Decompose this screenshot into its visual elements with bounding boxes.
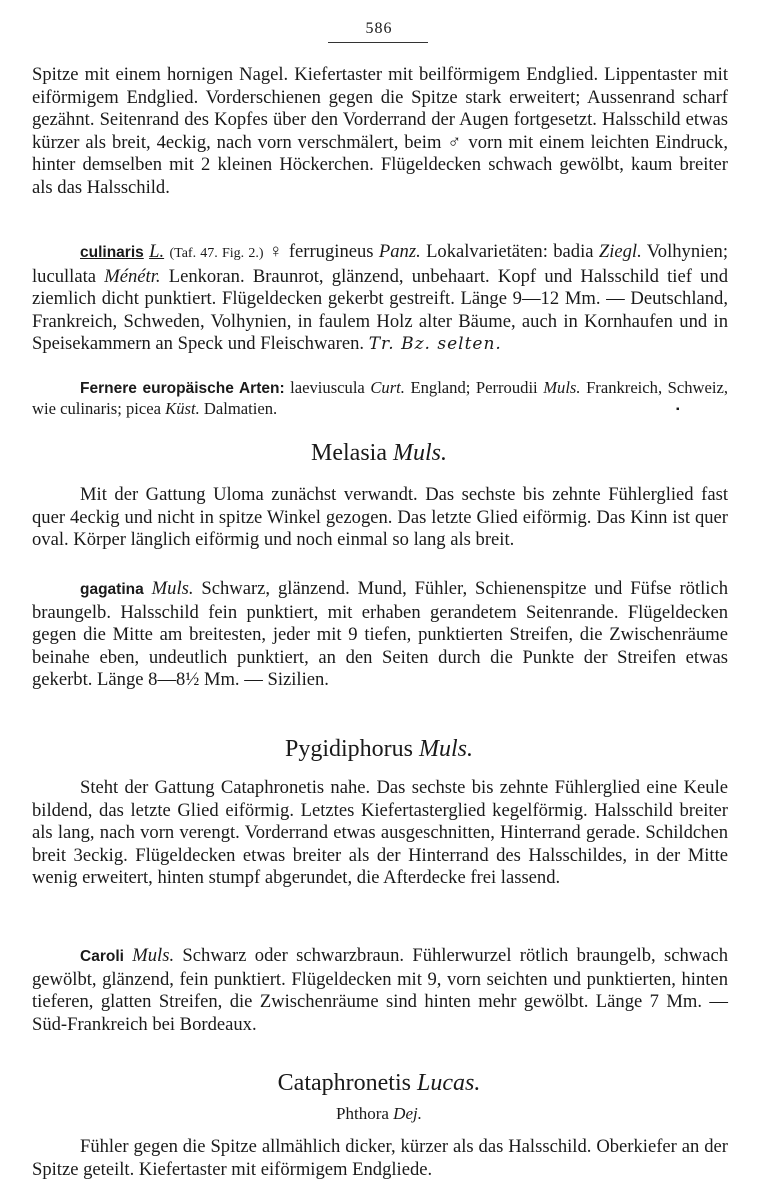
genus-author-pygidiphorus: Muls. [419,736,473,762]
culinaris-author-4: Ménétr. [104,265,161,287]
genus-heading-pygidiphorus [0,736,758,763]
culinaris-text-2: Lokalvarietäten: badia [420,241,599,262]
caroli-entry [32,945,728,1036]
genus-heading-melasia [0,440,758,467]
fernere-author-3: Küst. [165,399,200,418]
synonym-subheading [0,1104,758,1124]
culinaris-text-4: Lenkoran. Braunrot, glänzend, unbehaart. Kopf und Halsschild tief und ziemlich dicht punktiert. Flügeldecken gekerbt gestreift. Länge 9—12 Mm. — Deutschland, Frankreich, Schweden, Volhynien, in faulem Holz alter Bäume, auch in Kornhaufen und in Speisekammern an Speck und Fleischwaren. [32,265,729,355]
synonym-author: Dej. [393,1104,422,1123]
fernere-text-4: Dalmatien. [199,399,278,418]
cataphronetis-paragraph-block [32,1136,728,1181]
species-author-culinaris: L. [149,241,165,262]
culinaris-text-3: Volhynien; lucullata [32,241,729,287]
fernere-arten-label: Fernere europäische Arten: [80,380,285,397]
melasia-paragraph: Mit der Gattung Uloma zunächst verwandt. Das sechste bis zehnte Fühlerglied fast quer 4eckig und nicht in spitze Winkel gezogen. Das letzte Glied eiförmig. Das Kinn ist quer oval. Körper länglich eiförmig und noch einmal so lang als breit. [32,484,728,551]
fernere-text-1: laeviuscula [284,378,371,397]
culinaris-author-2: Panz. [378,241,421,262]
ink-speck: ▪ [676,404,680,415]
genus-name-cataphronetis: Cataphronetis [277,1070,411,1096]
fernere-text-2: England; Perroudii [404,378,544,397]
caroli-description: Schwarz oder schwarzbraun. Fühlerwurzel rötlich braungelb, schwach gewölbt, glänzend, fein punktiert. Flügeldecken mit 9, vorn seichten und punktierten, hinten tieferen, glatten Streifen, die Zwischenräume sind hinten mehr gewölbt. Länge 7 Mm. — Süd-Frankreich bei Bordeaux. [32,945,728,1035]
cataphronetis-paragraph: Fühler gegen die Spitze allmählich dicker, kürzer als das Halsschild. Oberkiefer an der Spitze geteilt. Kiefertaster mit eiförmigem Endgliede. [32,1136,728,1180]
intro-paragraph: Spitze mit einem hornigen Nagel. Kiefertaster mit beilförmigem Endglied. Lippentaster mit eiförmigem Endglied. Vorderschienen gegen die Spitze stark erweitert; Aussenrand scharf gezähnt. Seitenrand des Kopfes über den Vorderrand der Augen fortgesetzt. Halsschild etwas kürzer als breit, 4eckig, nach vorn verschmälert, beim ♂ vorn mit einem leichten Eindruck, hinter demselben mit 2 kleinen Höckerchen. Flügeldecken schwach gewölbt, kaum breiter als das Halsschild. [32,64,728,198]
genus-name-pygidiphorus: Pygidiphorus [284,736,413,762]
fernere-author-2: Muls. [543,378,581,397]
pygidiphorus-paragraph: Steht der Gattung Cataphronetis nahe. Das sechste bis zehnte Fühlerglied eine Keule bildend, das letzte Glied eiförmig. Letztes Kiefertasterglied kegelförmig. Halsschild breiter als lang, nach vorn verengt. Vorderrand etwas ausgeschnitten, Hinterrand gerade. Schildchen breit 3eckig. Flügeldecken etwas breiter als der Hinterrand des Halsschildes, in der Mitte wenig erweitert, hinten stumpf abgerundet, die Afterdecke frei lassend. [32,777,728,889]
species-name-culinaris: culinaris [80,244,144,261]
gagatina-entry [32,578,728,692]
gagatina-description: Schwarz, glänzend. Mund, Fühler, Schienenspitze und Füfse rötlich braungelb. Halsschild fein punktiert, mit erhaben gerandetem Seitenrande. Flügeldecken gegen die Mitte am breitesten, jeder mit 9 tiefen, punktierten Streifen, die Zwischenräume beinahe eben, undeutlich punktiert, an den Seiten durch die Punkte der Streifen etwas gekerbt. Länge 8—8½ Mm. — Sizilien. [32,578,729,691]
genus-author-cataphronetis: Lucas. [416,1070,481,1096]
culinaris-author-3: Ziegl. [598,241,642,262]
genus-author-melasia: Muls. [392,440,447,466]
culinaris-text-1: ♀ ferrugineus [263,241,379,262]
species-author-gagatina: Muls. [151,578,194,599]
page-number-rule [328,42,428,43]
species-author-caroli: Muls. [132,945,175,966]
melasia-paragraph-block [32,484,728,552]
fernere-arten-block [32,378,728,419]
synonym-name: Phthora [336,1104,389,1123]
pygidiphorus-paragraph-block [32,777,728,890]
page-number: 586 [365,20,393,37]
culinaris-entry [32,241,728,356]
intro-paragraph-block [32,64,728,200]
species-name-caroli: Caroli [80,948,124,965]
species-name-gagatina: gagatina [80,581,144,598]
handwritten-note: Tr. Bz. selten. [368,334,502,355]
genus-name-melasia: Melasia [311,440,387,466]
plate-reference: (Taf. 47. Fig. 2.) [169,246,264,261]
fernere-text-3: Frankreich, Schweiz, wie culinaris; picea [32,378,728,418]
fernere-author-1: Curt. [370,378,405,397]
genus-heading-cataphronetis [0,1070,758,1097]
